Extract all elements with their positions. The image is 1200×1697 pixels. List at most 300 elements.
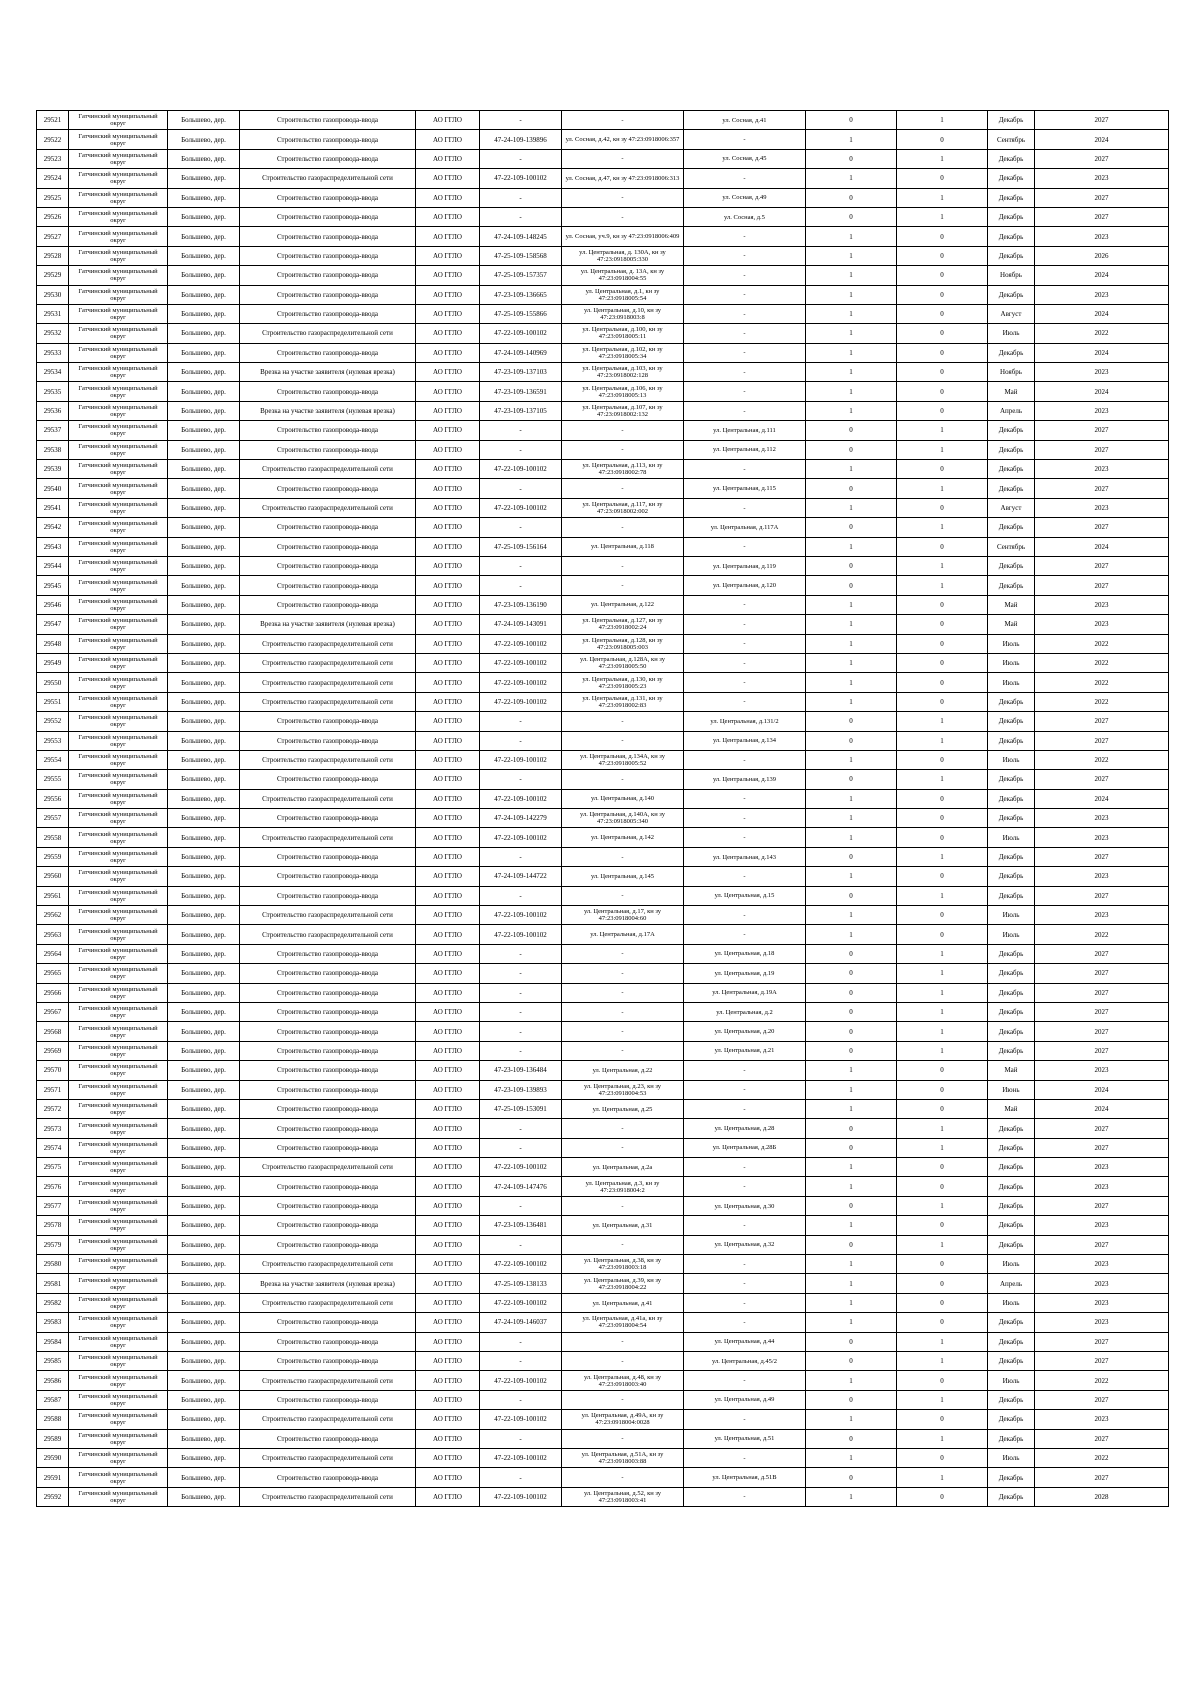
address-parcel-cell: ул. Сосная, д.47, кн зу 47:23:0918006:313 xyxy=(562,169,684,188)
permit-number-cell: - xyxy=(480,1119,562,1138)
address-house-cell: ул. Сосная, д.41 xyxy=(684,111,806,130)
flag-a-cell: 1 xyxy=(806,809,897,828)
permit-number-cell: 47-23-109-139893 xyxy=(480,1080,562,1099)
flag-a-cell: 1 xyxy=(806,130,897,149)
table-row xyxy=(37,479,1169,498)
month-cell: Декабрь xyxy=(988,207,1035,226)
row-id-cell: 29592 xyxy=(37,1487,69,1506)
district-cell: Гатчинский муниципальный округ xyxy=(69,1352,168,1371)
work-type-cell: Строительство газопровода-ввода xyxy=(240,731,416,750)
address-house-cell: ул. Центральная, д.51 xyxy=(684,1429,806,1448)
permit-number-cell: - xyxy=(480,518,562,537)
permit-number-cell: 47-25-109-153091 xyxy=(480,1099,562,1118)
flag-a-cell: 0 xyxy=(806,886,897,905)
year-cell: 2022 xyxy=(1035,750,1169,769)
permit-number-cell: - xyxy=(480,149,562,168)
organization-cell: АО ГГЛО xyxy=(416,692,480,711)
year-cell: 2027 xyxy=(1035,576,1169,595)
address-parcel-cell: ул. Центральная, д.102, кн зу 47:23:0918005:34 xyxy=(562,343,684,362)
work-type-cell: Строительство газопровода-ввода xyxy=(240,847,416,866)
year-cell: 2027 xyxy=(1035,518,1169,537)
document-page xyxy=(36,110,1168,1507)
address-parcel-cell: ул. Центральная, д.41 xyxy=(562,1293,684,1312)
district-cell: Гатчинский муниципальный округ xyxy=(69,1274,168,1293)
month-cell: Декабрь xyxy=(988,1177,1035,1196)
month-cell: Декабрь xyxy=(988,1196,1035,1215)
flag-b-cell: 1 xyxy=(897,576,988,595)
row-id-cell: 29553 xyxy=(37,731,69,750)
address-parcel-cell: ул. Центральная, д.122 xyxy=(562,595,684,614)
organization-cell: АО ГГЛО xyxy=(416,421,480,440)
flag-b-cell: 0 xyxy=(897,809,988,828)
month-cell: Август xyxy=(988,304,1035,323)
flag-a-cell: 1 xyxy=(806,363,897,382)
address-house-cell: ул. Центральная, д.19 xyxy=(684,964,806,983)
row-id-cell: 29570 xyxy=(37,1061,69,1080)
organization-cell: АО ГГЛО xyxy=(416,983,480,1002)
flag-b-cell: 1 xyxy=(897,1002,988,1021)
year-cell: 2023 xyxy=(1035,867,1169,886)
month-cell: Июль xyxy=(988,1293,1035,1312)
flag-a-cell: 0 xyxy=(806,207,897,226)
table-row xyxy=(37,925,1169,944)
year-cell: 2022 xyxy=(1035,1371,1169,1390)
permit-number-cell: 47-25-109-138133 xyxy=(480,1274,562,1293)
organization-cell: АО ГГЛО xyxy=(416,1041,480,1060)
organization-cell: АО ГГЛО xyxy=(416,1177,480,1196)
organization-cell: АО ГГЛО xyxy=(416,1448,480,1467)
work-type-cell: Строительство газораспределительной сети xyxy=(240,498,416,517)
year-cell: 2023 xyxy=(1035,169,1169,188)
work-type-cell: Строительство газопровода-ввода xyxy=(240,595,416,614)
row-id-cell: 29559 xyxy=(37,847,69,866)
table-row xyxy=(37,1080,1169,1099)
organization-cell: АО ГГЛО xyxy=(416,1002,480,1021)
work-type-cell: Строительство газопровода-ввода xyxy=(240,1138,416,1157)
work-type-cell: Строительство газопровода-ввода xyxy=(240,1002,416,1021)
row-id-cell: 29565 xyxy=(37,964,69,983)
address-parcel-cell: ул. Сосная, д.42, кн зу 47:23:0918006:357 xyxy=(562,130,684,149)
organization-cell: АО ГГЛО xyxy=(416,1235,480,1254)
row-id-cell: 29578 xyxy=(37,1216,69,1235)
permit-number-cell: 47-25-109-156164 xyxy=(480,537,562,556)
year-cell: 2027 xyxy=(1035,111,1169,130)
address-house-cell: ул. Центральная, д.111 xyxy=(684,421,806,440)
district-cell: Гатчинский муниципальный округ xyxy=(69,1022,168,1041)
month-cell: Декабрь xyxy=(988,964,1035,983)
organization-cell: АО ГГЛО xyxy=(416,1061,480,1080)
flag-a-cell: 0 xyxy=(806,1041,897,1060)
organization-cell: АО ГГЛО xyxy=(416,1099,480,1118)
permit-number-cell: 47-24-109-146037 xyxy=(480,1313,562,1332)
address-house-cell: - xyxy=(684,1371,806,1390)
month-cell: Декабрь xyxy=(988,1410,1035,1429)
flag-b-cell: 1 xyxy=(897,1235,988,1254)
address-parcel-cell: ул. Центральная, д.118 xyxy=(562,537,684,556)
permit-number-cell: 47-24-109-143091 xyxy=(480,615,562,634)
flag-a-cell: 1 xyxy=(806,343,897,362)
settlement-cell: Большево, дер. xyxy=(168,867,240,886)
flag-a-cell: 0 xyxy=(806,556,897,575)
settlement-cell: Большево, дер. xyxy=(168,925,240,944)
flag-b-cell: 0 xyxy=(897,1410,988,1429)
address-parcel-cell: ул. Центральная, д.22 xyxy=(562,1061,684,1080)
year-cell: 2023 xyxy=(1035,1255,1169,1274)
month-cell: Декабрь xyxy=(988,1235,1035,1254)
month-cell: Июль xyxy=(988,828,1035,847)
district-cell: Гатчинский муниципальный округ xyxy=(69,847,168,866)
month-cell: Май xyxy=(988,615,1035,634)
flag-a-cell: 1 xyxy=(806,1313,897,1332)
address-parcel-cell: - xyxy=(562,1429,684,1448)
district-cell: Гатчинский муниципальный округ xyxy=(69,343,168,362)
organization-cell: АО ГГЛО xyxy=(416,886,480,905)
work-type-cell: Строительство газораспределительной сети xyxy=(240,1158,416,1177)
work-type-cell: Строительство газопровода-ввода xyxy=(240,304,416,323)
flag-b-cell: 1 xyxy=(897,518,988,537)
row-id-cell: 29586 xyxy=(37,1371,69,1390)
organization-cell: АО ГГЛО xyxy=(416,1332,480,1351)
flag-a-cell: 1 xyxy=(806,789,897,808)
row-id-cell: 29535 xyxy=(37,382,69,401)
year-cell: 2023 xyxy=(1035,595,1169,614)
organization-cell: АО ГГЛО xyxy=(416,343,480,362)
address-parcel-cell: ул. Сосная, уч.9, кн зу 47:23:0918006:409 xyxy=(562,227,684,246)
settlement-cell: Большево, дер. xyxy=(168,1429,240,1448)
settlement-cell: Большево, дер. xyxy=(168,1119,240,1138)
month-cell: Июль xyxy=(988,925,1035,944)
address-parcel-cell: ул. Центральная, д.140А, кн зу 47:23:0918005:340 xyxy=(562,809,684,828)
table-row xyxy=(37,207,1169,226)
table-row xyxy=(37,285,1169,304)
month-cell: Июль xyxy=(988,653,1035,672)
flag-a-cell: 1 xyxy=(806,1371,897,1390)
district-cell: Гатчинский муниципальный округ xyxy=(69,1196,168,1215)
month-cell: Сентябрь xyxy=(988,130,1035,149)
work-type-cell: Строительство газораспределительной сети xyxy=(240,692,416,711)
settlement-cell: Большево, дер. xyxy=(168,1196,240,1215)
permit-number-cell: 47-23-109-136665 xyxy=(480,285,562,304)
permit-number-cell: 47-22-109-100102 xyxy=(480,673,562,692)
work-type-cell: Строительство газораспределительной сети xyxy=(240,1410,416,1429)
organization-cell: АО ГГЛО xyxy=(416,925,480,944)
district-cell: Гатчинский муниципальный округ xyxy=(69,188,168,207)
year-cell: 2024 xyxy=(1035,130,1169,149)
flag-a-cell: 1 xyxy=(806,169,897,188)
flag-b-cell: 1 xyxy=(897,944,988,963)
address-parcel-cell: ул. Центральная, д.17А xyxy=(562,925,684,944)
flag-b-cell: 0 xyxy=(897,653,988,672)
district-cell: Гатчинский муниципальный округ xyxy=(69,1468,168,1487)
row-id-cell: 29568 xyxy=(37,1022,69,1041)
address-house-cell: - xyxy=(684,1448,806,1467)
year-cell: 2027 xyxy=(1035,1390,1169,1409)
table-row xyxy=(37,692,1169,711)
district-cell: Гатчинский муниципальный округ xyxy=(69,1080,168,1099)
address-house-cell: - xyxy=(684,1255,806,1274)
table-row xyxy=(37,266,1169,285)
table-row xyxy=(37,1332,1169,1351)
settlement-cell: Большево, дер. xyxy=(168,1080,240,1099)
district-cell: Гатчинский муниципальный округ xyxy=(69,576,168,595)
row-id-cell: 29557 xyxy=(37,809,69,828)
month-cell: Август xyxy=(988,498,1035,517)
row-id-cell: 29548 xyxy=(37,634,69,653)
work-type-cell: Строительство газораспределительной сети xyxy=(240,1448,416,1467)
table-row xyxy=(37,227,1169,246)
permit-number-cell: 47-22-109-100102 xyxy=(480,828,562,847)
table-row xyxy=(37,1313,1169,1332)
year-cell: 2023 xyxy=(1035,828,1169,847)
table-row xyxy=(37,169,1169,188)
work-type-cell: Строительство газопровода-ввода xyxy=(240,1235,416,1254)
year-cell: 2027 xyxy=(1035,1235,1169,1254)
month-cell: Ноябрь xyxy=(988,266,1035,285)
table-row xyxy=(37,1371,1169,1390)
work-type-cell: Строительство газопровода-ввода xyxy=(240,440,416,459)
row-id-cell: 29583 xyxy=(37,1313,69,1332)
row-id-cell: 29574 xyxy=(37,1138,69,1157)
year-cell: 2024 xyxy=(1035,1099,1169,1118)
work-type-cell: Строительство газопровода-ввода xyxy=(240,1216,416,1235)
year-cell: 2023 xyxy=(1035,1158,1169,1177)
address-house-cell: ул. Центральная, д.139 xyxy=(684,770,806,789)
table-row xyxy=(37,440,1169,459)
permit-number-cell: - xyxy=(480,1196,562,1215)
work-type-cell: Строительство газопровода-ввода xyxy=(240,188,416,207)
address-parcel-cell: - xyxy=(562,1196,684,1215)
flag-a-cell: 0 xyxy=(806,421,897,440)
month-cell: Декабрь xyxy=(988,1352,1035,1371)
district-cell: Гатчинский муниципальный округ xyxy=(69,363,168,382)
address-parcel-cell: - xyxy=(562,1332,684,1351)
address-parcel-cell: ул. Центральная, д.38, кн зу 47:23:0918003:18 xyxy=(562,1255,684,1274)
month-cell: Декабрь xyxy=(988,188,1035,207)
work-type-cell: Строительство газопровода-ввода xyxy=(240,518,416,537)
address-house-cell: - xyxy=(684,304,806,323)
settlement-cell: Большево, дер. xyxy=(168,1255,240,1274)
address-house-cell: - xyxy=(684,246,806,265)
month-cell: Декабрь xyxy=(988,1468,1035,1487)
flag-a-cell: 0 xyxy=(806,1332,897,1351)
district-cell: Гатчинский муниципальный округ xyxy=(69,809,168,828)
settlement-cell: Большево, дер. xyxy=(168,983,240,1002)
flag-b-cell: 1 xyxy=(897,886,988,905)
address-parcel-cell: ул. Центральная, д.142 xyxy=(562,828,684,847)
organization-cell: АО ГГЛО xyxy=(416,537,480,556)
flag-b-cell: 0 xyxy=(897,169,988,188)
organization-cell: АО ГГЛО xyxy=(416,1274,480,1293)
organization-cell: АО ГГЛО xyxy=(416,1468,480,1487)
year-cell: 2027 xyxy=(1035,1196,1169,1215)
address-parcel-cell: - xyxy=(562,149,684,168)
address-house-cell: - xyxy=(684,653,806,672)
year-cell: 2027 xyxy=(1035,964,1169,983)
address-parcel-cell: ул. Центральная, д.117, кн зу 47:23:0918002:002 xyxy=(562,498,684,517)
flag-a-cell: 1 xyxy=(806,1487,897,1506)
work-type-cell: Строительство газораспределительной сети xyxy=(240,828,416,847)
flag-b-cell: 0 xyxy=(897,537,988,556)
permit-number-cell: - xyxy=(480,731,562,750)
permit-number-cell: - xyxy=(480,421,562,440)
flag-b-cell: 0 xyxy=(897,382,988,401)
settlement-cell: Большево, дер. xyxy=(168,1002,240,1021)
permit-number-cell: - xyxy=(480,770,562,789)
organization-cell: АО ГГЛО xyxy=(416,1390,480,1409)
month-cell: Июль xyxy=(988,673,1035,692)
flag-a-cell: 0 xyxy=(806,1022,897,1041)
table-row xyxy=(37,1138,1169,1157)
table-row xyxy=(37,1177,1169,1196)
district-cell: Гатчинский муниципальный округ xyxy=(69,1158,168,1177)
flag-b-cell: 0 xyxy=(897,1274,988,1293)
organization-cell: АО ГГЛО xyxy=(416,1293,480,1312)
row-id-cell: 29528 xyxy=(37,246,69,265)
permit-number-cell: 47-22-109-100102 xyxy=(480,1487,562,1506)
settlement-cell: Большево, дер. xyxy=(168,712,240,731)
month-cell: Декабрь xyxy=(988,1390,1035,1409)
row-id-cell: 29536 xyxy=(37,401,69,420)
flag-b-cell: 1 xyxy=(897,188,988,207)
row-id-cell: 29556 xyxy=(37,789,69,808)
district-cell: Гатчинский муниципальный округ xyxy=(69,692,168,711)
row-id-cell: 29575 xyxy=(37,1158,69,1177)
district-cell: Гатчинский муниципальный округ xyxy=(69,460,168,479)
district-cell: Гатчинский муниципальный округ xyxy=(69,421,168,440)
month-cell: Июль xyxy=(988,1448,1035,1467)
permit-number-cell: 47-24-109-140969 xyxy=(480,343,562,362)
address-parcel-cell: - xyxy=(562,188,684,207)
flag-b-cell: 1 xyxy=(897,479,988,498)
address-house-cell: - xyxy=(684,1274,806,1293)
month-cell: Июль xyxy=(988,906,1035,925)
organization-cell: АО ГГЛО xyxy=(416,246,480,265)
table-row xyxy=(37,1390,1169,1409)
month-cell: Июнь xyxy=(988,1080,1035,1099)
organization-cell: АО ГГЛО xyxy=(416,382,480,401)
work-type-cell: Строительство газопровода-ввода xyxy=(240,1390,416,1409)
year-cell: 2022 xyxy=(1035,653,1169,672)
work-type-cell: Строительство газопровода-ввода xyxy=(240,1080,416,1099)
organization-cell: АО ГГЛО xyxy=(416,1313,480,1332)
address-parcel-cell: ул. Центральная, д. 13А, кн зу 47:23:0918004:55 xyxy=(562,266,684,285)
permit-number-cell: 47-22-109-100102 xyxy=(480,324,562,343)
month-cell: Декабрь xyxy=(988,847,1035,866)
address-parcel-cell: ул. Центральная, д.106, кн зу 47:23:0918005:13 xyxy=(562,382,684,401)
flag-b-cell: 1 xyxy=(897,731,988,750)
district-cell: Гатчинский муниципальный округ xyxy=(69,1371,168,1390)
district-cell: Гатчинский муниципальный округ xyxy=(69,906,168,925)
district-cell: Гатчинский муниципальный округ xyxy=(69,1235,168,1254)
work-type-cell: Строительство газопровода-ввода xyxy=(240,809,416,828)
settlement-cell: Большево, дер. xyxy=(168,731,240,750)
table-row xyxy=(37,1255,1169,1274)
settlement-cell: Большево, дер. xyxy=(168,1352,240,1371)
month-cell: Декабрь xyxy=(988,518,1035,537)
work-type-cell: Строительство газопровода-ввода xyxy=(240,382,416,401)
month-cell: Ноябрь xyxy=(988,363,1035,382)
row-id-cell: 29532 xyxy=(37,324,69,343)
settlement-cell: Большево, дер. xyxy=(168,246,240,265)
district-cell: Гатчинский муниципальный округ xyxy=(69,653,168,672)
address-parcel-cell: - xyxy=(562,712,684,731)
address-parcel-cell: - xyxy=(562,1390,684,1409)
work-type-cell: Строительство газопровода-ввода xyxy=(240,867,416,886)
flag-b-cell: 1 xyxy=(897,149,988,168)
address-parcel-cell: ул. Центральная, д.51А, кн зу 47:23:0918003:88 xyxy=(562,1448,684,1467)
year-cell: 2027 xyxy=(1035,479,1169,498)
settlement-cell: Большево, дер. xyxy=(168,1022,240,1041)
row-id-cell: 29533 xyxy=(37,343,69,362)
flag-b-cell: 1 xyxy=(897,1041,988,1060)
table-row xyxy=(37,149,1169,168)
row-id-cell: 29566 xyxy=(37,983,69,1002)
permit-number-cell: 47-22-109-100102 xyxy=(480,653,562,672)
row-id-cell: 29567 xyxy=(37,1002,69,1021)
permit-number-cell: 47-22-109-100102 xyxy=(480,498,562,517)
flag-b-cell: 1 xyxy=(897,1119,988,1138)
organization-cell: АО ГГЛО xyxy=(416,130,480,149)
settlement-cell: Большево, дер. xyxy=(168,130,240,149)
organization-cell: АО ГГЛО xyxy=(416,712,480,731)
district-cell: Гатчинский муниципальный округ xyxy=(69,886,168,905)
year-cell: 2028 xyxy=(1035,1487,1169,1506)
flag-b-cell: 0 xyxy=(897,1216,988,1235)
district-cell: Гатчинский муниципальный округ xyxy=(69,285,168,304)
address-house-cell: ул. Центральная, д.120 xyxy=(684,576,806,595)
settlement-cell: Большево, дер. xyxy=(168,1138,240,1157)
month-cell: Апрель xyxy=(988,401,1035,420)
district-cell: Гатчинский муниципальный округ xyxy=(69,1410,168,1429)
district-cell: Гатчинский муниципальный округ xyxy=(69,1061,168,1080)
flag-b-cell: 0 xyxy=(897,304,988,323)
work-type-cell: Строительство газопровода-ввода xyxy=(240,1429,416,1448)
settlement-cell: Большево, дер. xyxy=(168,944,240,963)
year-cell: 2022 xyxy=(1035,1448,1169,1467)
row-id-cell: 29521 xyxy=(37,111,69,130)
row-id-cell: 29587 xyxy=(37,1390,69,1409)
row-id-cell: 29538 xyxy=(37,440,69,459)
flag-a-cell: 0 xyxy=(806,1390,897,1409)
work-type-cell: Строительство газопровода-ввода xyxy=(240,207,416,226)
permit-number-cell: - xyxy=(480,964,562,983)
work-type-cell: Строительство газопровода-ввода xyxy=(240,1119,416,1138)
organization-cell: АО ГГЛО xyxy=(416,1080,480,1099)
settlement-cell: Большево, дер. xyxy=(168,1371,240,1390)
flag-b-cell: 0 xyxy=(897,363,988,382)
permit-number-cell: - xyxy=(480,207,562,226)
district-cell: Гатчинский муниципальный округ xyxy=(69,615,168,634)
table-row xyxy=(37,1099,1169,1118)
year-cell: 2027 xyxy=(1035,207,1169,226)
work-type-cell: Строительство газопровода-ввода xyxy=(240,1313,416,1332)
row-id-cell: 29554 xyxy=(37,750,69,769)
organization-cell: АО ГГЛО xyxy=(416,479,480,498)
year-cell: 2023 xyxy=(1035,227,1169,246)
table-row xyxy=(37,576,1169,595)
flag-b-cell: 1 xyxy=(897,1352,988,1371)
table-row xyxy=(37,304,1169,323)
flag-a-cell: 1 xyxy=(806,1099,897,1118)
row-id-cell: 29576 xyxy=(37,1177,69,1196)
month-cell: Декабрь xyxy=(988,1216,1035,1235)
flag-b-cell: 0 xyxy=(897,750,988,769)
address-parcel-cell: - xyxy=(562,1138,684,1157)
work-type-cell: Строительство газопровода-ввода xyxy=(240,149,416,168)
organization-cell: АО ГГЛО xyxy=(416,809,480,828)
table-row xyxy=(37,983,1169,1002)
table-row xyxy=(37,1487,1169,1506)
